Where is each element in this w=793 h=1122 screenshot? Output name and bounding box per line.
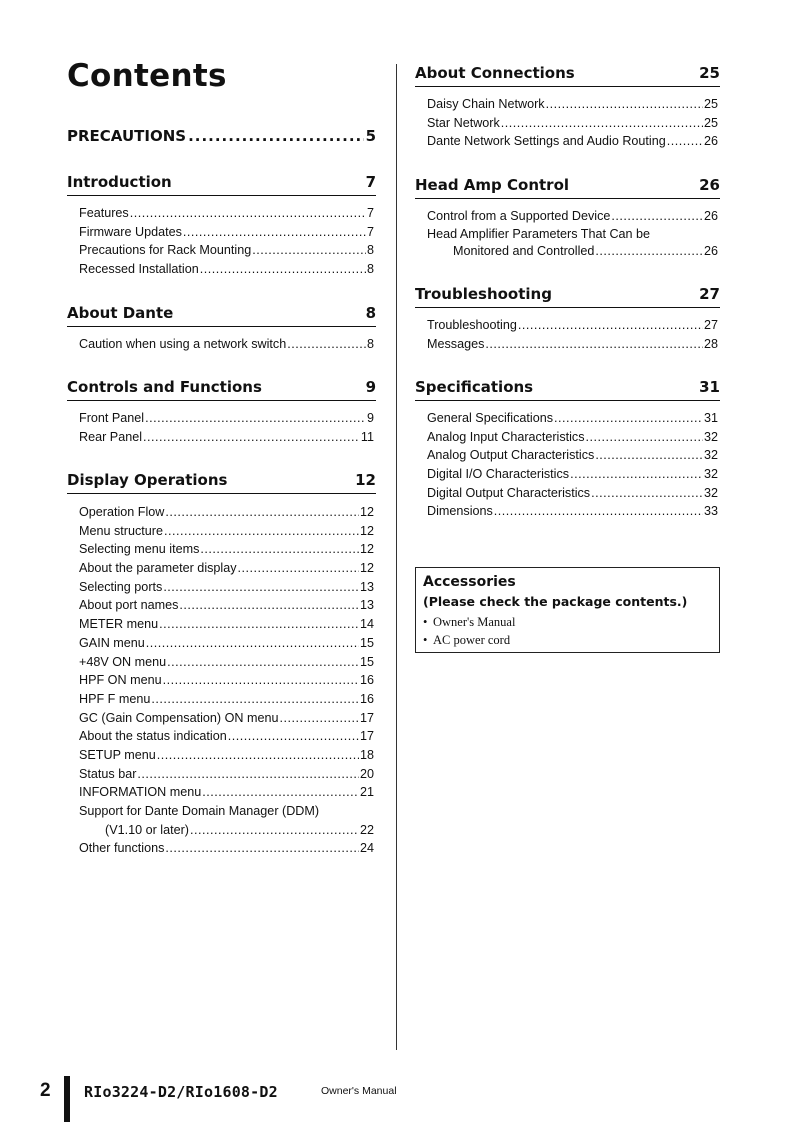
toc-entry-page: 21: [359, 785, 374, 800]
toc-entry[interactable]: [79, 428, 374, 447]
toc-entry[interactable]: [427, 446, 718, 465]
dot-leader: [167, 653, 359, 672]
toc-entry-label: Recessed Installation: [79, 262, 199, 277]
model-logo: RIo3224-D2/RIo1608-D2: [84, 1083, 278, 1101]
toc-entry-page: 11: [360, 429, 374, 444]
toc-entry-page: 7: [366, 206, 374, 220]
toc-entry-label: Caution when using a network switch: [79, 337, 287, 351]
toc-entry-label: GC (Gain Compensation) ON menu: [79, 710, 279, 725]
toc-entry-page: 9: [366, 411, 374, 425]
dot-leader: [494, 502, 703, 521]
toc-entry-label: Dante Network Settings and Audio Routing: [427, 134, 666, 149]
toc-entry-page: 27: [703, 318, 718, 332]
toc-heading[interactable]: [67, 172, 376, 196]
toc-entry-page: 8: [366, 337, 374, 351]
toc-heading-page: 26: [699, 176, 720, 194]
accessories-box: [415, 567, 720, 653]
dot-leader: [143, 428, 360, 447]
toc-entry[interactable]: [79, 540, 374, 559]
toc-entry[interactable]: [79, 671, 374, 690]
toc-section-precautions: [67, 126, 376, 149]
toc-entry-page: 33: [703, 504, 718, 519]
toc-entry-page: 28: [703, 336, 718, 351]
toc-entry-label: Troubleshooting: [427, 318, 517, 332]
toc-entry-list: [415, 316, 720, 353]
manual-label: Owner's Manual: [321, 1085, 397, 1097]
toc-entry-label-cont: (V1.10 or later): [105, 822, 189, 837]
toc-entry-label: HPF F menu: [79, 691, 151, 706]
toc-section-headamp: [415, 175, 720, 260]
toc-heading[interactable]: [415, 284, 720, 308]
toc-entry[interactable]: [79, 596, 374, 615]
dot-leader: [159, 615, 359, 634]
toc-heading-page: 25: [699, 64, 720, 82]
toc-entry[interactable]: [427, 132, 718, 151]
toc-entry[interactable]: [79, 615, 374, 634]
toc-entry[interactable]: [79, 653, 374, 672]
toc-entry-label: GAIN menu: [79, 635, 145, 650]
toc-entry-page: 16: [359, 673, 374, 688]
toc-heading[interactable]: [415, 63, 720, 87]
toc-entry[interactable]: [79, 578, 374, 597]
toc-entry[interactable]: [427, 114, 718, 133]
toc-entry[interactable]: [79, 223, 374, 242]
accessories-subtitle: (Please check the package contents.): [423, 594, 688, 609]
accessories-title: Accessories: [423, 574, 516, 590]
toc-entry[interactable]: [79, 559, 374, 578]
toc-heading-label: Troubleshooting: [415, 285, 552, 303]
toc-entry-page: 32: [703, 448, 718, 463]
toc-entry[interactable]: [79, 409, 374, 428]
toc-entry-label: Analog Output Characteristics: [427, 448, 595, 463]
toc-heading[interactable]: [67, 303, 376, 327]
dot-leader: [145, 409, 366, 428]
toc-entry-label: Dimensions: [427, 504, 493, 519]
dot-leader: [546, 95, 703, 114]
toc-entry[interactable]: [79, 821, 374, 840]
toc-entry[interactable]: [427, 95, 718, 114]
dot-leader: [611, 207, 703, 226]
accessory-item: [423, 631, 719, 649]
dot-leader: [287, 335, 366, 354]
toc-entry[interactable]: [427, 465, 718, 484]
toc-heading[interactable]: [415, 175, 720, 199]
toc-entry-page: 16: [359, 691, 374, 706]
toc-entry-label: Other functions: [79, 841, 165, 856]
toc-entry-page: 25: [703, 115, 718, 130]
toc-section-connections: [415, 63, 720, 151]
dot-leader: [595, 242, 703, 261]
toc-entry[interactable]: [427, 428, 718, 447]
toc-entry-list: [67, 409, 376, 446]
toc-section-about-dante: [67, 303, 376, 354]
toc-entry[interactable]: [79, 522, 374, 541]
toc-entry[interactable]: [79, 503, 374, 522]
footer-bar: [64, 1076, 70, 1122]
dot-leader: [200, 540, 359, 559]
dot-leader: [595, 446, 703, 465]
toc-entry-page: 12: [359, 561, 374, 576]
dot-leader: [130, 204, 366, 223]
dot-leader: [163, 671, 359, 690]
toc-entry-label: Rear Panel: [79, 429, 143, 444]
toc-entry[interactable]: [427, 335, 718, 354]
toc-entry[interactable]: [427, 409, 718, 428]
dot-leader: [157, 746, 359, 765]
toc-heading-page: 9: [365, 378, 376, 396]
toc-heading-label: Specifications: [415, 378, 534, 396]
accessory-item: [423, 613, 719, 631]
accessory-label: AC power cord: [433, 633, 511, 647]
toc-entry-list: [415, 409, 720, 521]
toc-entry-label: Menu structure: [79, 523, 163, 538]
toc-entry-label: Control from a Supported Device: [427, 209, 611, 223]
toc-entry-label: Support for Dante Domain Manager (DDM): [79, 804, 320, 818]
toc-entry[interactable]: [79, 335, 374, 354]
toc-section-troubleshooting: [415, 284, 720, 353]
toc-entry-label: SETUP menu: [79, 747, 156, 762]
page-title: Contents: [67, 58, 227, 94]
toc-entry[interactable]: [79, 783, 374, 802]
dot-leader: [501, 114, 703, 133]
toc-entry-page: 31: [703, 411, 718, 425]
toc-entry-label: Analog Input Characteristics: [427, 429, 585, 444]
toc-entry-label-cont: Monitored and Controlled: [453, 243, 595, 258]
toc-entry-label: HPF ON menu: [79, 673, 162, 688]
toc-entry-page: 13: [359, 579, 374, 594]
toc-entry-label: Head Amplifier Parameters That Can be: [427, 226, 651, 241]
toc-entry-page: 22: [359, 822, 374, 837]
toc-entry-label: Operation Flow: [79, 505, 165, 519]
toc-heading[interactable]: [415, 377, 720, 401]
toc-entry-label: Status bar: [79, 766, 137, 781]
dot-leader: [188, 126, 364, 146]
toc-entry-page: 18: [359, 747, 374, 762]
dot-leader: [518, 316, 703, 335]
toc-entry-list: [67, 204, 376, 279]
toc-entry-page: 26: [703, 243, 718, 258]
toc-entry-page: 17: [359, 710, 374, 725]
toc-entry-list: [67, 335, 376, 354]
toc-heading-label: About Dante: [67, 304, 174, 322]
toc-entry-label: About the status indication: [79, 729, 227, 744]
toc-entry-page: 32: [703, 467, 718, 482]
toc-entry[interactable]: [79, 241, 374, 260]
toc-entry-first-line[interactable]: [79, 802, 374, 821]
toc-entry-label: INFORMATION menu: [79, 785, 202, 800]
toc-entry-label: Digital I/O Characteristics: [427, 467, 570, 482]
toc-entry-page: 15: [359, 635, 374, 650]
dot-leader: [200, 260, 366, 279]
toc-entry-page: 12: [359, 523, 374, 538]
toc-entry-label: METER menu: [79, 617, 159, 632]
dot-leader: [190, 821, 359, 840]
toc-entry-list: [415, 95, 720, 151]
dot-leader: [591, 484, 703, 503]
toc-heading-page: 7: [365, 173, 376, 191]
toc-entry[interactable]: [79, 727, 374, 746]
dot-leader: [165, 503, 359, 522]
toc-entry-page: 8: [366, 262, 374, 277]
dot-leader: [279, 709, 359, 728]
toc-entry[interactable]: [79, 204, 374, 223]
dot-leader: [151, 690, 359, 709]
dot-leader: [570, 465, 703, 484]
toc-entry-label: About the parameter display: [79, 561, 237, 576]
dot-leader: [228, 727, 359, 746]
dot-leader: [137, 765, 359, 784]
toc-entry[interactable]: [79, 634, 374, 653]
toc-heading-label: PRECAUTIONS: [67, 127, 187, 145]
bullet-icon: •: [423, 633, 428, 647]
toc-entry-label: Selecting ports: [79, 579, 163, 594]
dot-leader: [163, 578, 359, 597]
dot-leader: [554, 409, 703, 428]
toc-entry[interactable]: [79, 765, 374, 784]
toc-entry-list: [67, 503, 376, 858]
dot-leader: [485, 335, 703, 354]
toc-entry-first-line[interactable]: [427, 226, 718, 242]
toc-heading-page: 8: [365, 304, 376, 322]
toc-section-introduction: [67, 172, 376, 279]
toc-entry-label: Digital Output Characteristics: [427, 485, 591, 500]
toc-entry[interactable]: [79, 690, 374, 709]
toc-entry-page: 14: [359, 617, 374, 632]
toc-section-controls: [67, 377, 376, 446]
toc-heading-label: Controls and Functions: [67, 378, 262, 396]
toc-section-display: [67, 470, 376, 858]
column-divider: [396, 64, 397, 1050]
toc-entry-list: [415, 207, 720, 260]
toc-entry[interactable]: [79, 260, 374, 279]
toc-heading-label: Introduction: [67, 173, 172, 191]
toc-entry-label: +48V ON menu: [79, 654, 167, 669]
toc-heading[interactable]: [67, 470, 376, 494]
toc-entry-page: 26: [703, 209, 718, 223]
toc-entry-page: 26: [703, 134, 718, 149]
toc-section-specifications: [415, 377, 720, 521]
toc-heading-label: About Connections: [415, 64, 575, 82]
toc-entry-page: 12: [359, 542, 374, 557]
dot-leader: [165, 839, 359, 858]
dot-leader: [146, 634, 359, 653]
toc-entry-label: Front Panel: [79, 411, 145, 425]
toc-entry-page: 32: [703, 485, 718, 500]
accessory-label: Owner's Manual: [433, 615, 516, 629]
dot-leader: [238, 559, 359, 578]
toc-heading-precautions[interactable]: [67, 126, 376, 149]
toc-entry[interactable]: [79, 709, 374, 728]
dot-leader: [586, 428, 703, 447]
toc-entry-page: 20: [359, 766, 374, 781]
toc-entry-label: About port names: [79, 598, 179, 613]
dot-leader: [252, 241, 366, 260]
toc-entry-label: Messages: [427, 336, 485, 351]
toc-entry[interactable]: [79, 746, 374, 765]
toc-entry-page: 13: [359, 598, 374, 613]
toc-entry[interactable]: [427, 484, 718, 503]
toc-entry-label: General Specifications: [427, 411, 554, 425]
toc-entry-page: 24: [359, 841, 374, 856]
toc-heading-label: Display Operations: [67, 471, 228, 489]
toc-entry-page: 17: [359, 729, 374, 744]
toc-entry-page: 8: [366, 243, 374, 258]
toc-heading-page: 31: [699, 378, 720, 396]
toc-entry-label: Selecting menu items: [79, 542, 200, 557]
dot-leader: [667, 132, 703, 151]
toc-entry-page: 15: [359, 654, 374, 669]
dot-leader: [202, 783, 359, 802]
page-number: 2: [40, 1080, 51, 1101]
toc-entry-page: 12: [359, 505, 374, 519]
toc-entry-label: Precautions for Rack Mounting: [79, 243, 252, 258]
toc-entry-page: 32: [703, 429, 718, 444]
toc-entry-label: Daisy Chain Network: [427, 97, 545, 111]
toc-entry[interactable]: [427, 242, 718, 261]
toc-entry[interactable]: [427, 207, 718, 226]
dot-leader: [164, 522, 359, 541]
toc-heading-page: 5: [365, 127, 376, 145]
toc-entry-label: Features: [79, 206, 129, 220]
toc-heading-page: 12: [355, 471, 376, 489]
toc-heading[interactable]: [67, 377, 376, 401]
dot-leader: [183, 223, 366, 242]
dot-leader: [179, 596, 359, 615]
toc-entry[interactable]: [427, 316, 718, 335]
toc-entry-label: Star Network: [427, 115, 500, 130]
toc-entry-page: 7: [366, 224, 374, 239]
toc-heading-label: Head Amp Control: [415, 176, 570, 194]
accessories-list: [423, 613, 719, 649]
toc-entry-page: 25: [703, 97, 718, 111]
toc-entry[interactable]: [79, 839, 374, 858]
toc-heading-page: 27: [699, 285, 720, 303]
bullet-icon: •: [423, 615, 428, 629]
toc-entry[interactable]: [427, 502, 718, 521]
toc-entry-label: Firmware Updates: [79, 224, 182, 239]
